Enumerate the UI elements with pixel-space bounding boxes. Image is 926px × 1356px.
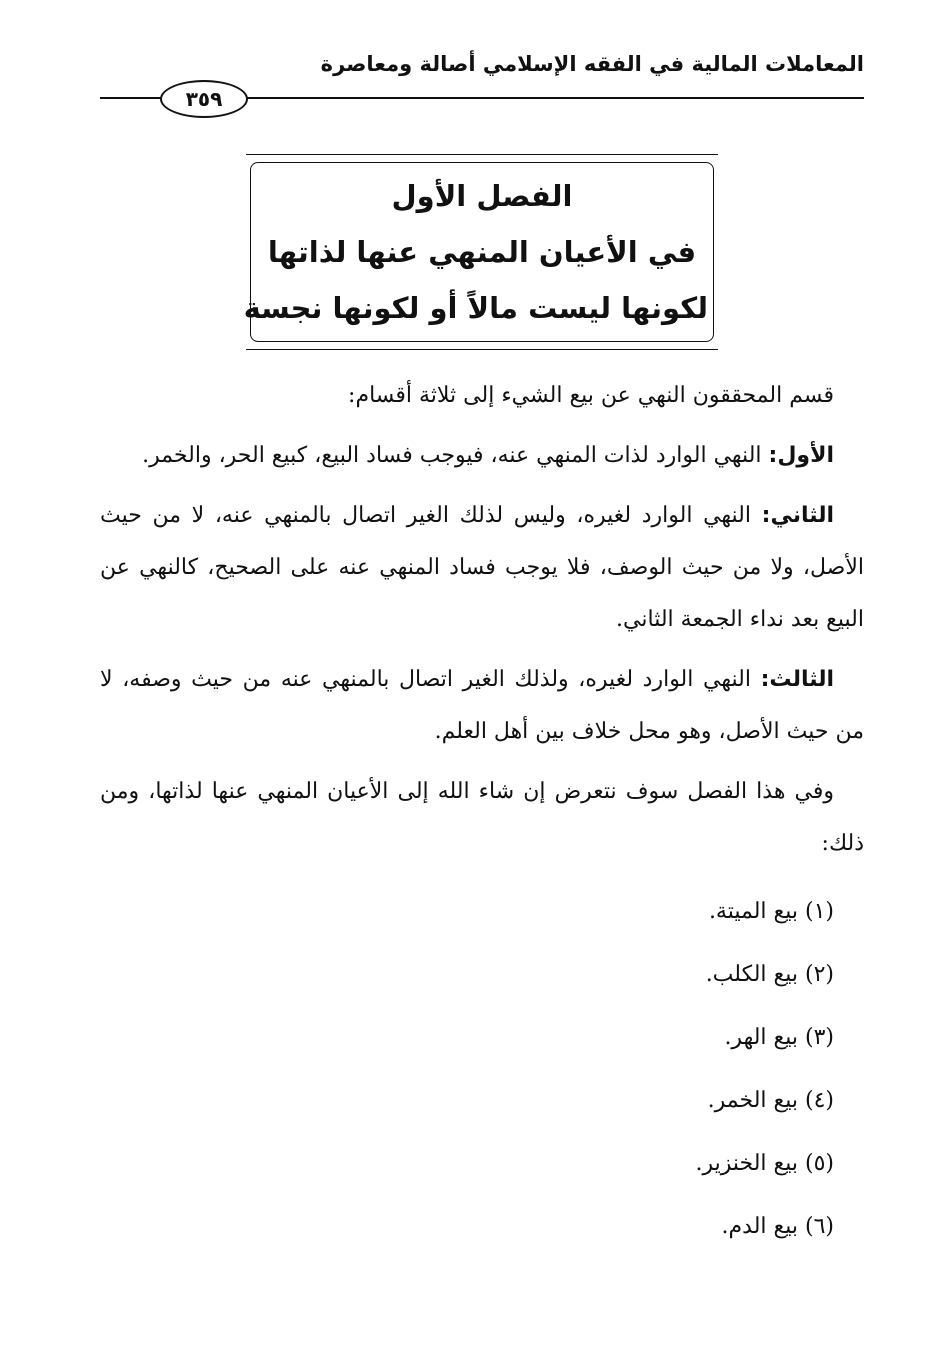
section-first xyxy=(100,430,864,482)
section-text: النهي الوارد لذات المنهي عنه، فيوجب فساد البيع، كبيع الحر، والخمر. xyxy=(142,443,769,468)
list-item: (٣) بيع الهر. xyxy=(724,1025,834,1050)
chapter-title xyxy=(243,168,708,336)
list-item: (٥) بيع الخنزير. xyxy=(695,1151,834,1176)
chapter-title-line-1: الفصل الأول xyxy=(391,179,573,213)
chapter-box-bottom-rule xyxy=(246,349,718,350)
section-text: النهي الوارد لغيره، ولذلك الغير اتصال بالمنهي عنه من حيث وصفه، لا من حيث الأصل، وهو محل خلاف بين أهل العلم. xyxy=(100,667,864,744)
list-item: (١) بيع الميتة. xyxy=(708,899,834,924)
items-list xyxy=(100,880,864,1258)
list-item: (٢) بيع الكلب. xyxy=(705,962,834,987)
chapter-box-top-rule xyxy=(246,154,718,155)
intro-paragraph: قسم المحققون النهي عن بيع الشيء إلى ثلاثة أقسام: xyxy=(348,383,834,408)
running-title: المعاملات المالية في الفقه الإسلامي أصالة ومعاصرة xyxy=(320,52,864,76)
body-text xyxy=(100,370,864,1258)
page-number: ٣٥٩ xyxy=(160,80,248,118)
chapter-title-box xyxy=(243,154,718,350)
section-lead: الثاني: xyxy=(761,503,834,528)
list-item: (٦) بيع الدم. xyxy=(721,1214,834,1239)
list-item: (٤) بيع الخمر. xyxy=(707,1088,834,1113)
chapter-title-line-2: في الأعيان المنهي عنها لذاتها xyxy=(267,235,697,269)
section-lead: الأول: xyxy=(768,443,834,468)
section-second xyxy=(100,490,864,646)
closing-paragraph: وفي هذا الفصل سوف نتعرض إن شاء الله إلى الأعيان المنهي عنها لذاتها، ومن ذلك: xyxy=(100,779,864,856)
section-lead: الثالث: xyxy=(760,667,834,692)
chapter-title-line-3: لكونها ليست مالاً أو لكونها نجسة xyxy=(243,291,708,325)
section-text: النهي الوارد لغيره، وليس لذلك الغير اتصال بالمنهي عنه، لا من حيث الأصل، ولا من حيث الوصف، فلا يوجب فساد المنهي عنه على الصحيح، كالنهي عن البيع بعد نداء الجمعة الثاني. xyxy=(100,503,864,632)
section-third xyxy=(100,654,864,758)
